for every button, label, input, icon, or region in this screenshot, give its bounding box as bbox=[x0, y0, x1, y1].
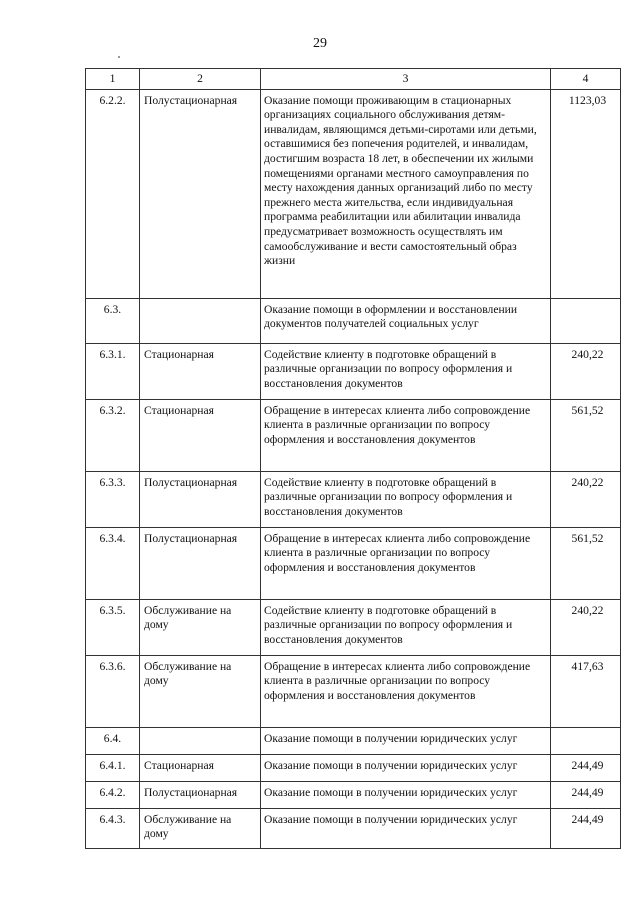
header-col-4: 4 bbox=[551, 69, 621, 90]
row-form: Стационарная bbox=[140, 754, 261, 781]
row-price bbox=[551, 727, 621, 754]
row-description: Оказание помощи в оформлении и восстановлении документов получателей социальных услуг bbox=[261, 298, 551, 343]
table-row bbox=[86, 781, 621, 808]
table-header-row bbox=[86, 69, 621, 90]
header-col-2: 2 bbox=[140, 69, 261, 90]
row-price: 240,22 bbox=[551, 343, 621, 399]
row-form: Обслуживание на дому bbox=[140, 655, 261, 727]
row-price: 244,49 bbox=[551, 781, 621, 808]
row-price: 240,22 bbox=[551, 471, 621, 527]
row-description: Обращение в интересах клиента либо сопровождение клиента в различные организации по вопросу оформления и восстановления документов bbox=[261, 527, 551, 599]
row-description: Оказание помощи в получении юридических услуг bbox=[261, 727, 551, 754]
row-description: Содействие клиенту в подготовке обращений в различные организации по вопросу оформления и восстановления документов bbox=[261, 343, 551, 399]
table-row bbox=[86, 808, 621, 848]
row-form: Обслуживание на дому bbox=[140, 808, 261, 848]
row-description: Оказание помощи проживающим в стационарных организациях социального обслуживания детям-инвалидам, являющимся детьми-сиротами или детьми, оставшимися без попечения родителей, и инвалидам, достигшим возраста 18 лет, в обеспечении их жилыми помещениями органами местного самоуправления по месту нахождения данных организаций либо по месту прежнего места жительства, если индивидуальная программа реабилитации или абилитации инвалида предусматривает возможность осуществлять им самообслуживание и вести самостоятельный образ жизни bbox=[261, 89, 551, 298]
row-description: Содействие клиенту в подготовке обращений в различные организации по вопросу оформления и восстановления документов bbox=[261, 599, 551, 655]
row-number: 6.2.2. bbox=[86, 89, 140, 298]
table-row bbox=[86, 471, 621, 527]
row-number: 6.3.4. bbox=[86, 527, 140, 599]
row-number: 6.3.6. bbox=[86, 655, 140, 727]
row-description: Оказание помощи в получении юридических услуг bbox=[261, 754, 551, 781]
row-description: Обращение в интересах клиента либо сопровождение клиента в различные организации по вопросу оформления и восстановления документов bbox=[261, 399, 551, 471]
row-number: 6.3.3. bbox=[86, 471, 140, 527]
table-row bbox=[86, 89, 621, 298]
page-number: 29 bbox=[313, 36, 327, 51]
table-row bbox=[86, 599, 621, 655]
row-description: Обращение в интересах клиента либо сопровождение клиента в различные организации по вопросу оформления и восстановления документов bbox=[261, 655, 551, 727]
header-col-1: 1 bbox=[86, 69, 140, 90]
row-number: 6.4.1. bbox=[86, 754, 140, 781]
row-number: 6.4. bbox=[86, 727, 140, 754]
row-form: Стационарная bbox=[140, 399, 261, 471]
row-description: Содействие клиенту в подготовке обращений в различные организации по вопросу оформления и восстановления документов bbox=[261, 471, 551, 527]
scan-fleck bbox=[118, 56, 120, 58]
row-price: 417,63 bbox=[551, 655, 621, 727]
row-number: 6.3.2. bbox=[86, 399, 140, 471]
row-number: 6.4.3. bbox=[86, 808, 140, 848]
services-price-table bbox=[85, 68, 621, 849]
table-row bbox=[86, 298, 621, 343]
header-col-3: 3 bbox=[261, 69, 551, 90]
table-row bbox=[86, 727, 621, 754]
table-row bbox=[86, 754, 621, 781]
row-description: Оказание помощи в получении юридических услуг bbox=[261, 808, 551, 848]
row-number: 6.4.2. bbox=[86, 781, 140, 808]
row-form: Полустационарная bbox=[140, 527, 261, 599]
row-price: 561,52 bbox=[551, 527, 621, 599]
row-form: Стационарная bbox=[140, 343, 261, 399]
row-price: 240,22 bbox=[551, 599, 621, 655]
row-form: Полустационарная bbox=[140, 89, 261, 298]
row-form: Обслуживание на дому bbox=[140, 599, 261, 655]
table-row bbox=[86, 399, 621, 471]
table-row bbox=[86, 343, 621, 399]
row-number: 6.3.1. bbox=[86, 343, 140, 399]
row-price: 1123,03 bbox=[551, 89, 621, 298]
row-price: 244,49 bbox=[551, 808, 621, 848]
row-form: Полустационарная bbox=[140, 781, 261, 808]
row-number: 6.3.5. bbox=[86, 599, 140, 655]
row-form bbox=[140, 727, 261, 754]
table-row bbox=[86, 527, 621, 599]
row-form: Полустационарная bbox=[140, 471, 261, 527]
row-price: 244,49 bbox=[551, 754, 621, 781]
table-row bbox=[86, 655, 621, 727]
row-description: Оказание помощи в получении юридических услуг bbox=[261, 781, 551, 808]
row-form bbox=[140, 298, 261, 343]
row-price: 561,52 bbox=[551, 399, 621, 471]
row-price bbox=[551, 298, 621, 343]
row-number: 6.3. bbox=[86, 298, 140, 343]
